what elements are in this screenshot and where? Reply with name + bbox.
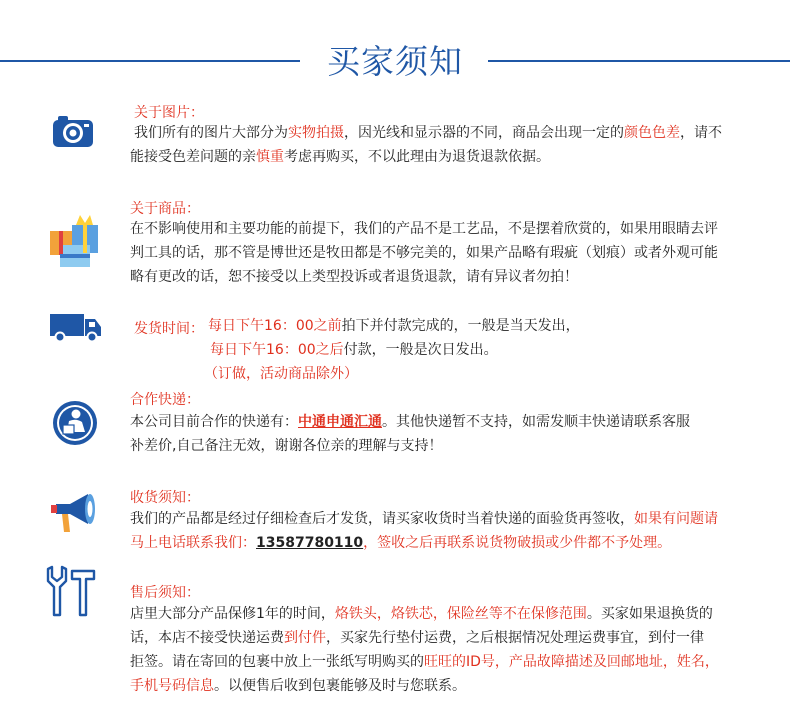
text-span: ，因光线和显示器的不同，商品会出现一定的: [344, 125, 624, 141]
section-text-receiving: [130, 507, 780, 555]
shipping-line-1: [208, 314, 580, 338]
text-span: 我们的产品都是经过仔细检查后才发货，请买家收货时当着快递的面验货再签收，: [130, 511, 634, 527]
highlight-text: 每日下午16：00之后: [210, 342, 344, 358]
text-span: 话，本店不接受快递运费: [130, 630, 284, 646]
text-line: [130, 602, 780, 626]
highlight-text: 实物拍摄: [288, 125, 344, 141]
tools-icon: [46, 565, 98, 621]
megaphone-icon: [50, 490, 100, 538]
text-span: 考虑再购买，不以此理由为退货退款依据。: [284, 149, 550, 165]
section-text-courier: [130, 410, 780, 458]
highlight-text: 每日下午16：00之前: [208, 318, 342, 334]
section-text-products: [130, 217, 780, 289]
text-line: [130, 674, 780, 698]
text-line: 在不影响使用和主要功能的前提下，我们的产品不是工艺品，不是摆着欣赏的，如果用眼睛去评: [130, 221, 718, 237]
highlight-text: 马上电话联系我们：: [130, 535, 256, 551]
text-span: 付款，一般是次日发出。: [343, 342, 498, 358]
text-line: 判工具的话，那不管是博世还是牧田都是不够完美的，如果产品略有瑕疵（划痕）或者外观可能: [130, 245, 718, 261]
courier-person-icon: [52, 400, 98, 450]
text-span: 能接受色差问题的亲: [130, 149, 256, 165]
text-span: 拒签。请在寄回的包裹中放上一张纸写明购买的: [130, 654, 424, 670]
text-line: 略有更改的话，恕不接受以上类型投诉或者退货退款，请有异议者勿拍！: [130, 269, 578, 285]
highlight-text: 手机号码信息: [130, 678, 214, 694]
shipping-note: （订做，活动商品除外）: [204, 366, 358, 382]
highlight-text: ，签收之后再联系说货物破损或少件都不予处理。: [363, 535, 672, 551]
highlight-text: 颜色色差: [624, 125, 680, 141]
text-span: 本公司目前合作的快递有：: [130, 414, 298, 430]
section-text-photos: [130, 121, 774, 169]
text-line: [130, 507, 780, 531]
text-span: ，请不: [680, 125, 722, 141]
text-span: 。其他快递暂不支持，如需发顺丰快递请联系客服: [382, 414, 690, 430]
text-span: 。以便售后收到包裹能够及时与您联系。: [214, 678, 466, 694]
shipping-line-2: [210, 338, 498, 362]
highlight-text: 慎重: [256, 149, 284, 165]
text-span: 拍下并付款完成的，一般是当天发出，: [341, 318, 580, 334]
section-heading-products: 关于商品：: [130, 201, 200, 217]
text-line: [130, 531, 780, 555]
text-span: ，买家先行垫付运费，之后根据情况处理运费事宜，到付一律: [326, 630, 704, 646]
text-span: 店里大部分产品保修1年的时间，: [130, 606, 335, 622]
section-heading-shipping: 发货时间：: [134, 321, 204, 337]
camera-icon: [52, 114, 94, 152]
section-heading-receiving: 收货须知：: [130, 490, 200, 506]
section-text-aftersale: [130, 602, 780, 698]
text-line: 补差价,自己备注无效，谢谢各位亲的理解与支持！: [130, 438, 443, 454]
page-title: 买家须知: [327, 42, 463, 81]
courier-names: 中通申通汇通: [298, 414, 382, 430]
highlight-text: 如果有问题请: [634, 511, 718, 527]
highlight-text: 烙铁头，烙铁芯，保险丝等不在保修范围: [334, 606, 587, 622]
text-line: [130, 650, 780, 674]
text-line: [130, 410, 780, 434]
text-line: [130, 145, 774, 169]
delivery-truck-icon: [50, 314, 102, 346]
text-span: 我们所有的图片大部分为: [134, 125, 288, 141]
text-span: 。买家如果退换货的: [586, 606, 713, 622]
phone-number: 13587780110: [256, 535, 364, 551]
section-heading-aftersale: 售后须知：: [130, 585, 200, 601]
highlight-text: 旺旺的ID号，产品故障描述及回邮地址，姓名，: [424, 654, 719, 670]
text-line: [134, 121, 774, 145]
highlight-text: 到付件: [284, 630, 326, 646]
gift-box-icon: [46, 211, 102, 273]
text-line: [130, 626, 780, 650]
section-heading-photos: 关于图片：: [134, 105, 204, 121]
section-heading-courier: 合作快递：: [130, 392, 200, 408]
